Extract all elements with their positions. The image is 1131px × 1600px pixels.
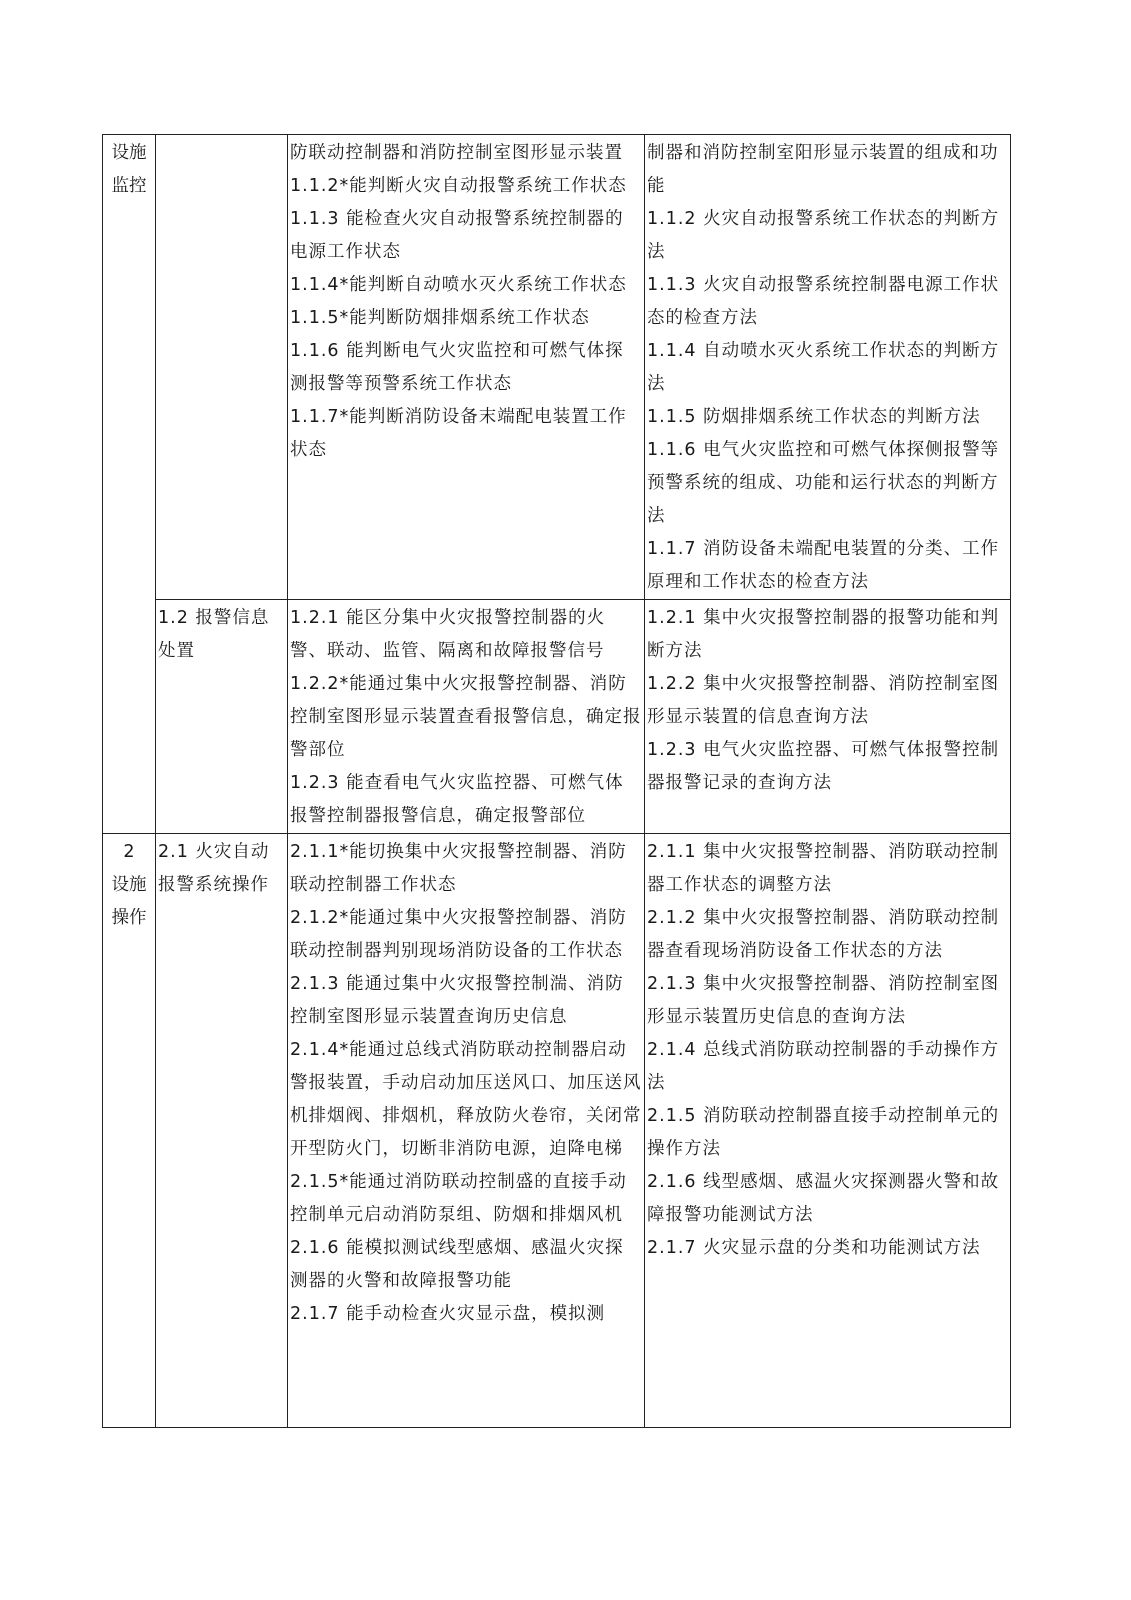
knowledge-cell [645,834,1011,1428]
knowledge-item: 2.1.2 集中火灾报警控制器、消防联动控制器查看现场消防设备工作状态的方法 [647,908,1000,961]
knowledge-item: 2.1.3 集中火灾报警控制器、消防控制室图形显示装置历史信息的查询方法 [647,974,1000,1027]
unit-cell [156,135,288,600]
skill-item: 2.1.7 能手动检查火灾显示盘，模拟测 [290,1304,606,1324]
knowledge-item: 1.1.7 消防设备未端配电装置的分类、工作原理和工作状态的检查方法 [647,539,1000,592]
skill-item: 2.1.4*能通过总线式消防联动控制器启动警报装置，手动启动加压送风口、加压送风机排烟阀、排烟机，释放防火卷帘，关闭常开型防火门，切断非消防电源，迫降电梯 [290,1040,642,1159]
skill-cell [288,135,645,600]
unit-label: 1.2 报警信息处置 [158,608,270,661]
knowledge-item: 1.1.3 火灾自动报警系统控制器电源工作状态的检查方法 [647,275,1000,328]
domain-label-line: 2 [123,842,135,862]
knowledge-item: 1.1.6 电气火灾监控和可燃气体探侧报警等预警系统的组成、功能和运行状态的判断方法 [647,440,1000,526]
knowledge-cell [645,600,1011,834]
skill-item: 1.1.6 能判断电气火灾监控和可燃气体探测报警等预警系统工作状态 [290,341,624,394]
table-row-1-1 [103,135,1011,600]
skill-item: 1.2.3 能查看电气火灾监控器、可燃气体报警控制器报警信息，确定报警部位 [290,773,624,826]
skill-item: 1.1.5*能判断防烟排烟系统工作状态 [290,308,590,328]
knowledge-item: 2.1.4 总线式消防联动控制器的手动操作方法 [647,1040,1000,1093]
knowledge-item: 1.2.2 集中火灾报警控制器、消防控制室图形显示装置的信息查询方法 [647,674,1000,727]
knowledge-item: 制器和消防控制室阳形显示装置的组成和功能 [647,143,999,196]
knowledge-item: 1.1.5 防烟排烟系统工作状态的判断方法 [647,407,981,427]
domain-label-line: 监控 [111,176,147,196]
skill-item: 1.2.1 能区分集中火灾报警控制器的火警、联动、监管、隔离和故障报警信号 [290,608,606,661]
domain-label-line: 操作 [111,908,147,928]
unit-cell-fire-alarm-operation [156,834,288,1428]
domain-label-line: 设施 [111,875,147,895]
knowledge-item: 1.2.3 电气火灾监控器、可燃气体报警控制器报警记录的查询方法 [647,740,1000,793]
table-row-2-1 [103,834,1011,1428]
skill-item: 1.1.2*能判断火灾自动报警系统工作状态 [290,176,627,196]
skill-item: 2.1.2*能通过集中火灾报警控制器、消防联动控制器判别现场消防设备的工作状态 [290,908,627,961]
skill-item: 2.1.1*能切换集中火灾报警控制器、消防联动控制器工作状态 [290,842,627,895]
knowledge-item: 1.1.2 火灾自动报警系统工作状态的判断方法 [647,209,1000,262]
skill-item: 1.1.7*能判断消防设备末端配电装置工作状态 [290,407,627,460]
knowledge-item: 2.1.5 消防联动控制器直接手动控制单元的操作方法 [647,1106,1000,1159]
skill-item: 1.1.3 能检查火灾自动报警系统控制器的电源工作状态 [290,209,624,262]
table-row-1-2 [103,600,1011,834]
skill-item: 2.1.5*能通过消防联动控制盛的直接手动控制单元启动消防泵组、防烟和排烟风机 [290,1172,627,1225]
skill-standard-table [102,134,1011,1428]
unit-label: 2.1 火灾自动报警系统操作 [158,842,270,895]
skill-item: 2.1.3 能通过集中火灾报警控制湍、消防控制室图形显示装置查询历史信息 [290,974,624,1027]
domain-cell-facility-monitoring [103,135,156,834]
skill-item: 1.2.2*能通过集中火灾报警控制器、消防控制室图形显示装置查看报警信息，确定报警部位 [290,674,642,760]
knowledge-item: 2.1.7 火灾显示盘的分类和功能测试方法 [647,1238,981,1258]
skill-item: 防联动控制器和消防控制室图形显示装置 [290,143,623,163]
knowledge-item: 2.1.1 集中火灾报警控制器、消防联动控制器工作状态的调整方法 [647,842,1000,895]
knowledge-cell [645,135,1011,600]
knowledge-item: 2.1.6 线型感烟、感温火灾探测器火警和故障报警功能测试方法 [647,1172,1000,1225]
unit-cell-alarm-handling [156,600,288,834]
knowledge-item: 1.1.4 自动喷水灭火系统工作状态的判断方法 [647,341,1000,394]
skill-cell [288,834,645,1428]
knowledge-item: 1.2.1 集中火灾报警控制器的报警功能和判断方法 [647,608,1000,661]
skill-item: 1.1.4*能判断自动喷水灭火系统工作状态 [290,275,627,295]
skill-item: 2.1.6 能模拟测试线型感烟、感温火灾探测器的火警和故障报警功能 [290,1238,624,1291]
domain-label-line: 设施 [111,143,147,163]
skill-cell [288,600,645,834]
domain-cell-facility-operation [103,834,156,1428]
